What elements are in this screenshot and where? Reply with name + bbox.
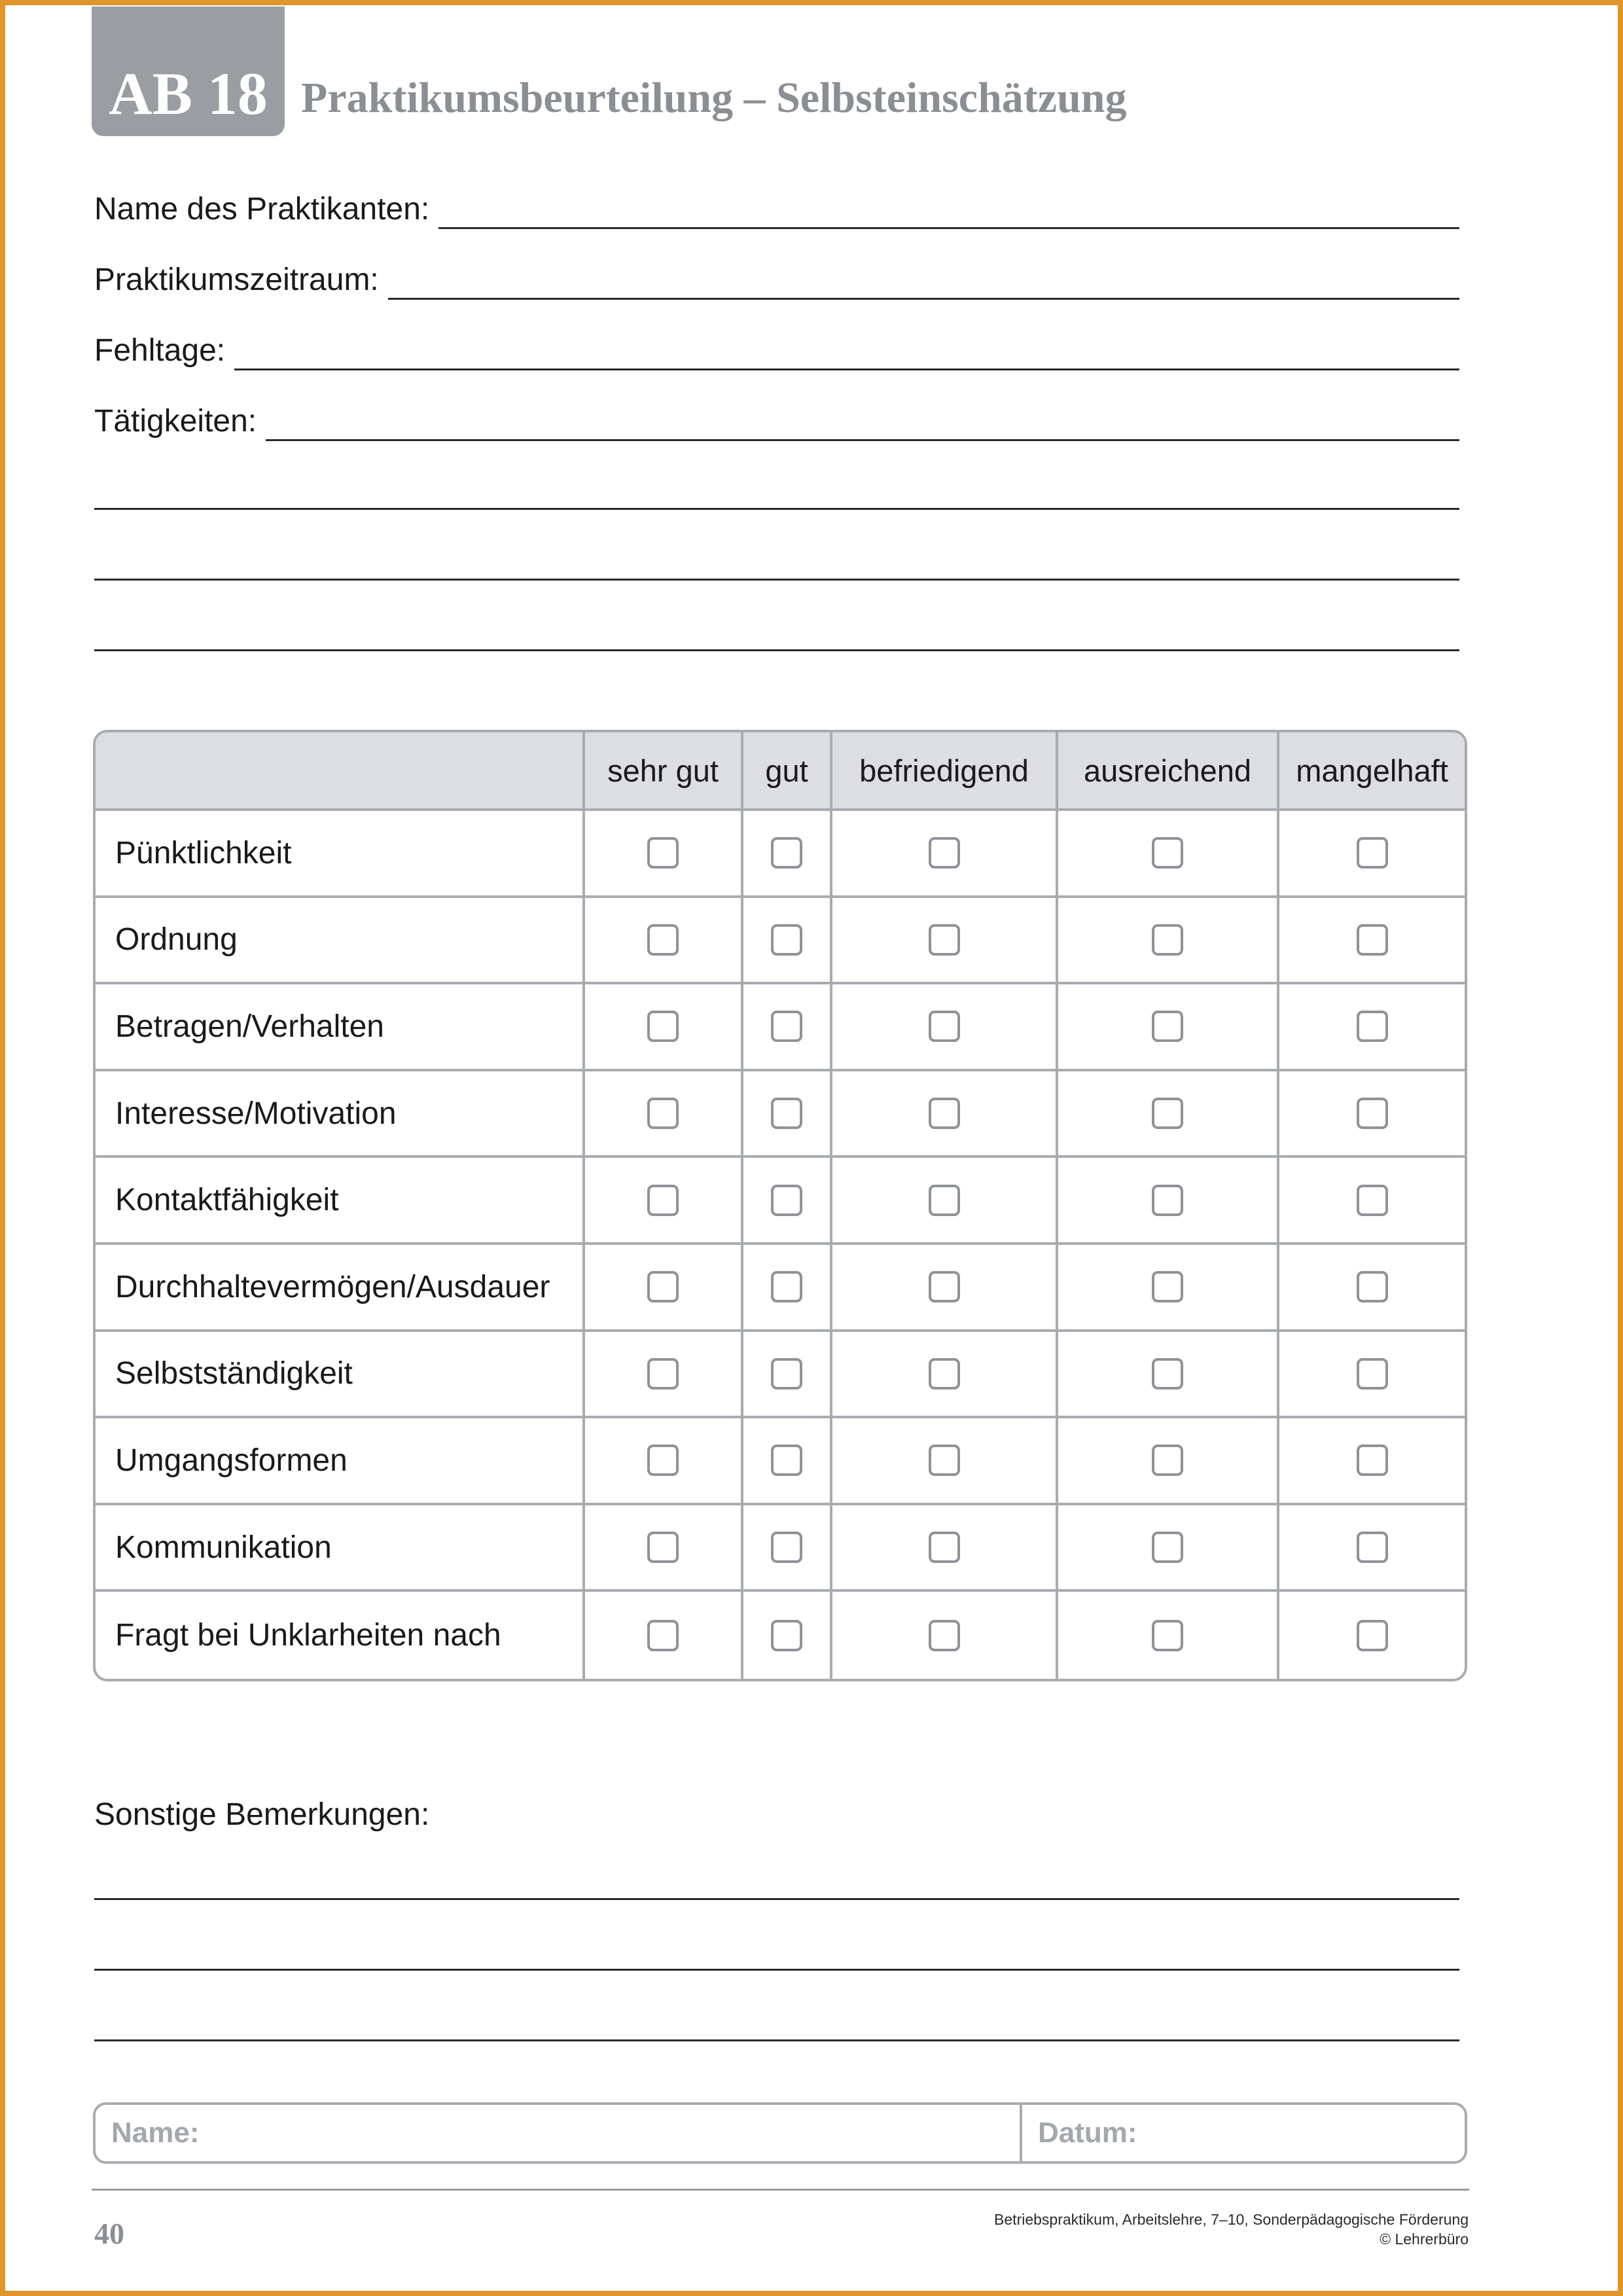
rating-cell: [832, 898, 1058, 985]
rating-checkbox[interactable]: [1357, 1271, 1388, 1302]
rating-checkbox[interactable]: [1152, 1358, 1183, 1390]
rating-checkbox[interactable]: [771, 1532, 802, 1563]
rating-cell: [585, 1505, 743, 1592]
rating-checkbox[interactable]: [1152, 1271, 1183, 1302]
rating-checkbox[interactable]: [771, 1358, 802, 1390]
rating-checkbox[interactable]: [1152, 837, 1183, 869]
criterion-label: Kontaktfähigkeit: [96, 1158, 585, 1245]
rating-checkbox[interactable]: [929, 1532, 960, 1563]
rating-checkbox[interactable]: [1357, 1098, 1388, 1129]
rating-cell: [585, 1245, 743, 1332]
rating-cell: [1058, 1592, 1279, 1679]
column-header: gut: [743, 732, 832, 811]
activities-line-2[interactable]: [94, 508, 1459, 510]
rating-cell: [832, 1592, 1058, 1679]
rating-cell: [832, 1505, 1058, 1592]
rating-cell: [585, 984, 743, 1071]
rating-checkbox[interactable]: [1357, 924, 1388, 956]
rating-checkbox[interactable]: [647, 924, 679, 956]
field-absences[interactable]: [94, 325, 1459, 370]
sheet-label-tab: [92, 7, 285, 136]
rating-checkbox[interactable]: [929, 1358, 960, 1390]
sheet-label: AB 18: [109, 60, 268, 127]
rating-cell: [1279, 984, 1465, 1071]
rating-checkbox[interactable]: [929, 1098, 960, 1129]
rating-checkbox[interactable]: [1152, 924, 1183, 956]
rating-cell: [585, 811, 743, 898]
rating-checkbox[interactable]: [771, 1098, 802, 1129]
signature-date-label: Datum:: [1038, 2117, 1137, 2149]
rating-checkbox[interactable]: [1357, 1620, 1388, 1651]
rating-cell: [832, 1245, 1058, 1332]
rating-cell: [1279, 1245, 1465, 1332]
criterion-label: Kommunikation: [96, 1505, 585, 1592]
rating-checkbox[interactable]: [647, 1098, 679, 1129]
rating-checkbox[interactable]: [647, 1532, 679, 1563]
rating-cell: [1279, 811, 1465, 898]
rating-checkbox[interactable]: [1357, 1532, 1388, 1563]
rating-checkbox[interactable]: [1152, 1444, 1183, 1476]
rating-checkbox[interactable]: [929, 1620, 960, 1651]
rating-cell: [1058, 1505, 1279, 1592]
rating-checkbox[interactable]: [647, 1271, 679, 1302]
signature-date-field[interactable]: [1022, 2105, 1465, 2161]
table-header-corner: [96, 732, 585, 811]
rating-checkbox[interactable]: [647, 1358, 679, 1390]
field-period-label: Praktikumszeitraum:: [94, 262, 379, 297]
rating-cell: [743, 811, 832, 898]
rating-cell: [832, 1332, 1058, 1419]
remarks-line-2[interactable]: [94, 1969, 1459, 1971]
field-name-line[interactable]: [438, 226, 1459, 229]
column-header: sehr gut: [585, 732, 743, 811]
rating-cell: [585, 1332, 743, 1419]
footer-divider: [92, 2189, 1469, 2191]
rating-checkbox[interactable]: [771, 1185, 802, 1216]
rating-cell: [1058, 1071, 1279, 1158]
field-name[interactable]: [94, 183, 1459, 229]
rating-cell: [1058, 1418, 1279, 1505]
rating-checkbox[interactable]: [1152, 1098, 1183, 1129]
rating-cell: [832, 1158, 1058, 1245]
rating-cell: [1058, 984, 1279, 1071]
field-activities-line[interactable]: [266, 439, 1459, 441]
rating-cell: [585, 898, 743, 985]
rating-checkbox[interactable]: [1357, 837, 1388, 869]
rating-checkbox[interactable]: [771, 1620, 802, 1651]
rating-checkbox[interactable]: [647, 1444, 679, 1476]
rating-cell: [1058, 898, 1279, 985]
rating-checkbox[interactable]: [771, 1011, 802, 1042]
rating-cell: [743, 1071, 832, 1158]
field-activities-label: Tätigkeiten:: [94, 404, 257, 439]
rating-checkbox[interactable]: [1357, 1444, 1388, 1476]
rating-cell: [743, 1245, 832, 1332]
signature-name-field[interactable]: [96, 2105, 1022, 2161]
rating-checkbox[interactable]: [929, 1444, 960, 1476]
rating-table: [93, 730, 1467, 1681]
rating-checkbox[interactable]: [929, 1011, 960, 1042]
criterion-label: Ordnung: [96, 898, 585, 985]
signature-name-label: Name:: [111, 2117, 200, 2149]
rating-cell: [743, 1332, 832, 1419]
field-absences-label: Fehltage:: [94, 333, 226, 368]
rating-cell: [743, 898, 832, 985]
rating-checkbox[interactable]: [929, 1185, 960, 1216]
rating-cell: [1279, 898, 1465, 985]
criterion-label: Pünktlichkeit: [96, 811, 585, 898]
remarks-line-1[interactable]: [94, 1898, 1459, 1900]
rating-checkbox[interactable]: [929, 837, 960, 869]
rating-checkbox[interactable]: [771, 924, 802, 956]
rating-cell: [1279, 1158, 1465, 1245]
rating-cell: [585, 1592, 743, 1679]
rating-cell: [585, 1071, 743, 1158]
rating-checkbox[interactable]: [647, 1185, 679, 1216]
column-header: befriedigend: [832, 732, 1058, 811]
rating-checkbox[interactable]: [1152, 1011, 1183, 1042]
footer-source: Betriebspraktikum, Arbeitslehre, 7–10, Sonderpädagogische Förderung: [994, 2211, 1469, 2228]
signature-box: [93, 2102, 1467, 2164]
rating-checkbox[interactable]: [1152, 1185, 1183, 1216]
rating-cell: [832, 984, 1058, 1071]
rating-checkbox[interactable]: [929, 924, 960, 956]
rating-checkbox[interactable]: [1357, 1185, 1388, 1216]
page-number: 40: [94, 2217, 124, 2250]
rating-cell: [1279, 1592, 1465, 1679]
remarks-line-3[interactable]: [94, 2039, 1459, 2041]
rating-cell: [743, 1505, 832, 1592]
rating-cell: [1279, 1071, 1465, 1158]
column-header: mangelhaft: [1279, 732, 1465, 811]
rating-checkbox[interactable]: [929, 1271, 960, 1302]
rating-checkbox[interactable]: [647, 837, 679, 869]
field-period[interactable]: [94, 254, 1459, 300]
rating-cell: [832, 811, 1058, 898]
rating-cell: [743, 1418, 832, 1505]
field-period-line[interactable]: [388, 297, 1459, 300]
rating-checkbox[interactable]: [1152, 1532, 1183, 1563]
rating-cell: [743, 1592, 832, 1679]
rating-cell: [1058, 1245, 1279, 1332]
rating-checkbox[interactable]: [771, 837, 802, 869]
rating-checkbox[interactable]: [1357, 1011, 1388, 1042]
footer-credit: [994, 2210, 1469, 2249]
rating-checkbox[interactable]: [647, 1620, 679, 1651]
criterion-label: Umgangsformen: [96, 1418, 585, 1505]
rating-cell: [832, 1418, 1058, 1505]
rating-cell: [1058, 1158, 1279, 1245]
rating-cell: [585, 1158, 743, 1245]
field-absences-line[interactable]: [234, 368, 1459, 370]
rating-checkbox[interactable]: [1152, 1620, 1183, 1651]
activities-line-4[interactable]: [94, 649, 1459, 651]
rating-checkbox[interactable]: [771, 1271, 802, 1302]
rating-cell: [585, 1418, 743, 1505]
criterion-label: Durchhaltevermögen/Ausdauer: [96, 1245, 585, 1332]
rating-checkbox[interactable]: [647, 1011, 679, 1042]
criterion-label: Interesse/Motivation: [96, 1071, 585, 1158]
rating-cell: [743, 1158, 832, 1245]
criterion-label: Fragt bei Unklarheiten nach: [96, 1592, 585, 1679]
criterion-label: Selbstständigkeit: [96, 1332, 585, 1419]
field-activities[interactable]: [94, 395, 1459, 441]
rating-cell: [1279, 1418, 1465, 1505]
rating-checkbox[interactable]: [771, 1444, 802, 1476]
rating-cell: [743, 984, 832, 1071]
criterion-label: Betragen/Verhalten: [96, 984, 585, 1071]
column-header: ausreichend: [1058, 732, 1279, 811]
rating-cell: [1058, 1332, 1279, 1419]
rating-checkbox[interactable]: [1357, 1358, 1388, 1390]
rating-cell: [1279, 1332, 1465, 1419]
page-title: Praktikumsbeurteilung – Selbsteinschätzung: [301, 74, 1127, 122]
rating-cell: [1279, 1505, 1465, 1592]
activities-line-3[interactable]: [94, 579, 1459, 581]
rating-cell: [1058, 811, 1279, 898]
footer-copyright: © Lehrerbüro: [1380, 2231, 1469, 2248]
remarks-label: Sonstige Bemerkungen:: [94, 1797, 430, 1832]
field-name-label: Name des Praktikanten:: [94, 192, 430, 226]
rating-cell: [832, 1071, 1058, 1158]
